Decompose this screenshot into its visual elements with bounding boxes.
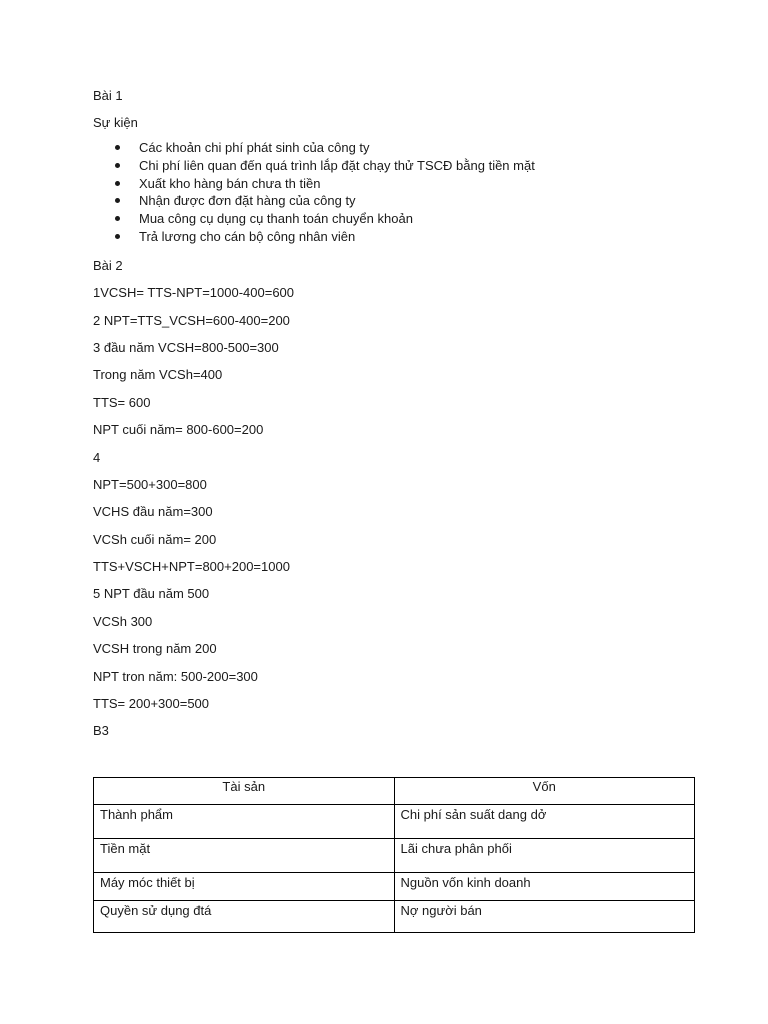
bullet-icon (115, 163, 120, 168)
bai2-line: VCHS đầu năm=300 (93, 504, 213, 520)
bai2-line: TTS= 600 (93, 394, 151, 410)
bai2-line: VCSh 300 (93, 613, 153, 629)
table-cell: Quyền sử dụng đtá (94, 901, 395, 933)
bullet-icon (115, 234, 120, 239)
table-row (94, 805, 695, 839)
bai2-line: 2 NPT=TTS_VCSH=600-400=200 (93, 312, 290, 328)
events-list (93, 139, 695, 246)
bai2-line: NPT tron năm: 500-200=300 (93, 668, 258, 684)
bai2-title: Bài 2 (93, 257, 123, 273)
event-text: Xuất kho hàng bán chưa th tiền (139, 175, 321, 191)
column-header-capital: Vốn (394, 778, 695, 805)
bai2-line: VCSh cuối năm= 200 (93, 531, 217, 547)
table-cell: Tiền mặt (94, 839, 395, 873)
bullet-icon (115, 216, 120, 221)
bai1-subtitle: Sự kiện (93, 115, 138, 130)
bai2-line: TTS+VSCH+NPT=800+200=1000 (93, 559, 290, 575)
event-text: Chi phí liên quan đến quá trình lắp đặt chạy thử TSCĐ bằng tiền mặt (139, 157, 535, 173)
document-page (93, 88, 695, 739)
bai2-line: 3 đầu năm VCSH=800-500=300 (93, 339, 279, 355)
bullet-icon (115, 181, 120, 186)
table-row (94, 839, 695, 873)
table-cell: Nguồn vốn kinh doanh (394, 873, 695, 901)
list-item (93, 157, 695, 175)
table-cell: Chi phí sản suất dang dở (394, 805, 695, 839)
event-text: Nhận được đơn đặt hàng của công ty (139, 193, 356, 209)
event-text: Các khoản chi phí phát sinh của công ty (139, 140, 370, 155)
bai2-line: 1VCSH= TTS-NPT=1000-400=600 (93, 285, 295, 301)
list-item (93, 192, 695, 210)
event-text: Trả lương cho cán bộ công nhân viên (139, 228, 356, 244)
bai2-line: TTS= 200+300=500 (93, 696, 210, 712)
list-item (93, 175, 695, 193)
list-item (93, 139, 695, 157)
bullet-icon (115, 145, 120, 150)
b3-title: B3 (93, 723, 109, 739)
bai2-line: Trong năm VCSh=400 (93, 367, 223, 383)
table-cell: Lãi chưa phân phối (394, 839, 695, 873)
list-item (93, 228, 695, 246)
table-row (94, 901, 695, 933)
table-cell: Nợ người bán (394, 901, 695, 933)
table-row (94, 873, 695, 901)
list-item (93, 210, 695, 228)
bai2-line: VCSH trong năm 200 (93, 641, 217, 657)
bullet-icon (115, 198, 120, 203)
table-header-row (94, 778, 695, 805)
assets-capital-table (93, 777, 695, 933)
bai2-line: NPT=500+300=800 (93, 476, 207, 492)
table-cell: Thành phẩm (94, 805, 395, 839)
table-cell: Máy móc thiết bị (94, 873, 395, 901)
bai2-line: NPT cuối năm= 800-600=200 (93, 422, 264, 438)
bai2-line: 4 (93, 449, 101, 465)
bai1-title: Bài 1 (93, 88, 123, 103)
bai2-line: 5 NPT đầu năm 500 (93, 586, 210, 602)
event-text: Mua công cụ dụng cụ thanh toán chuyển khoản (139, 211, 413, 227)
column-header-assets: Tài sản (94, 778, 395, 805)
